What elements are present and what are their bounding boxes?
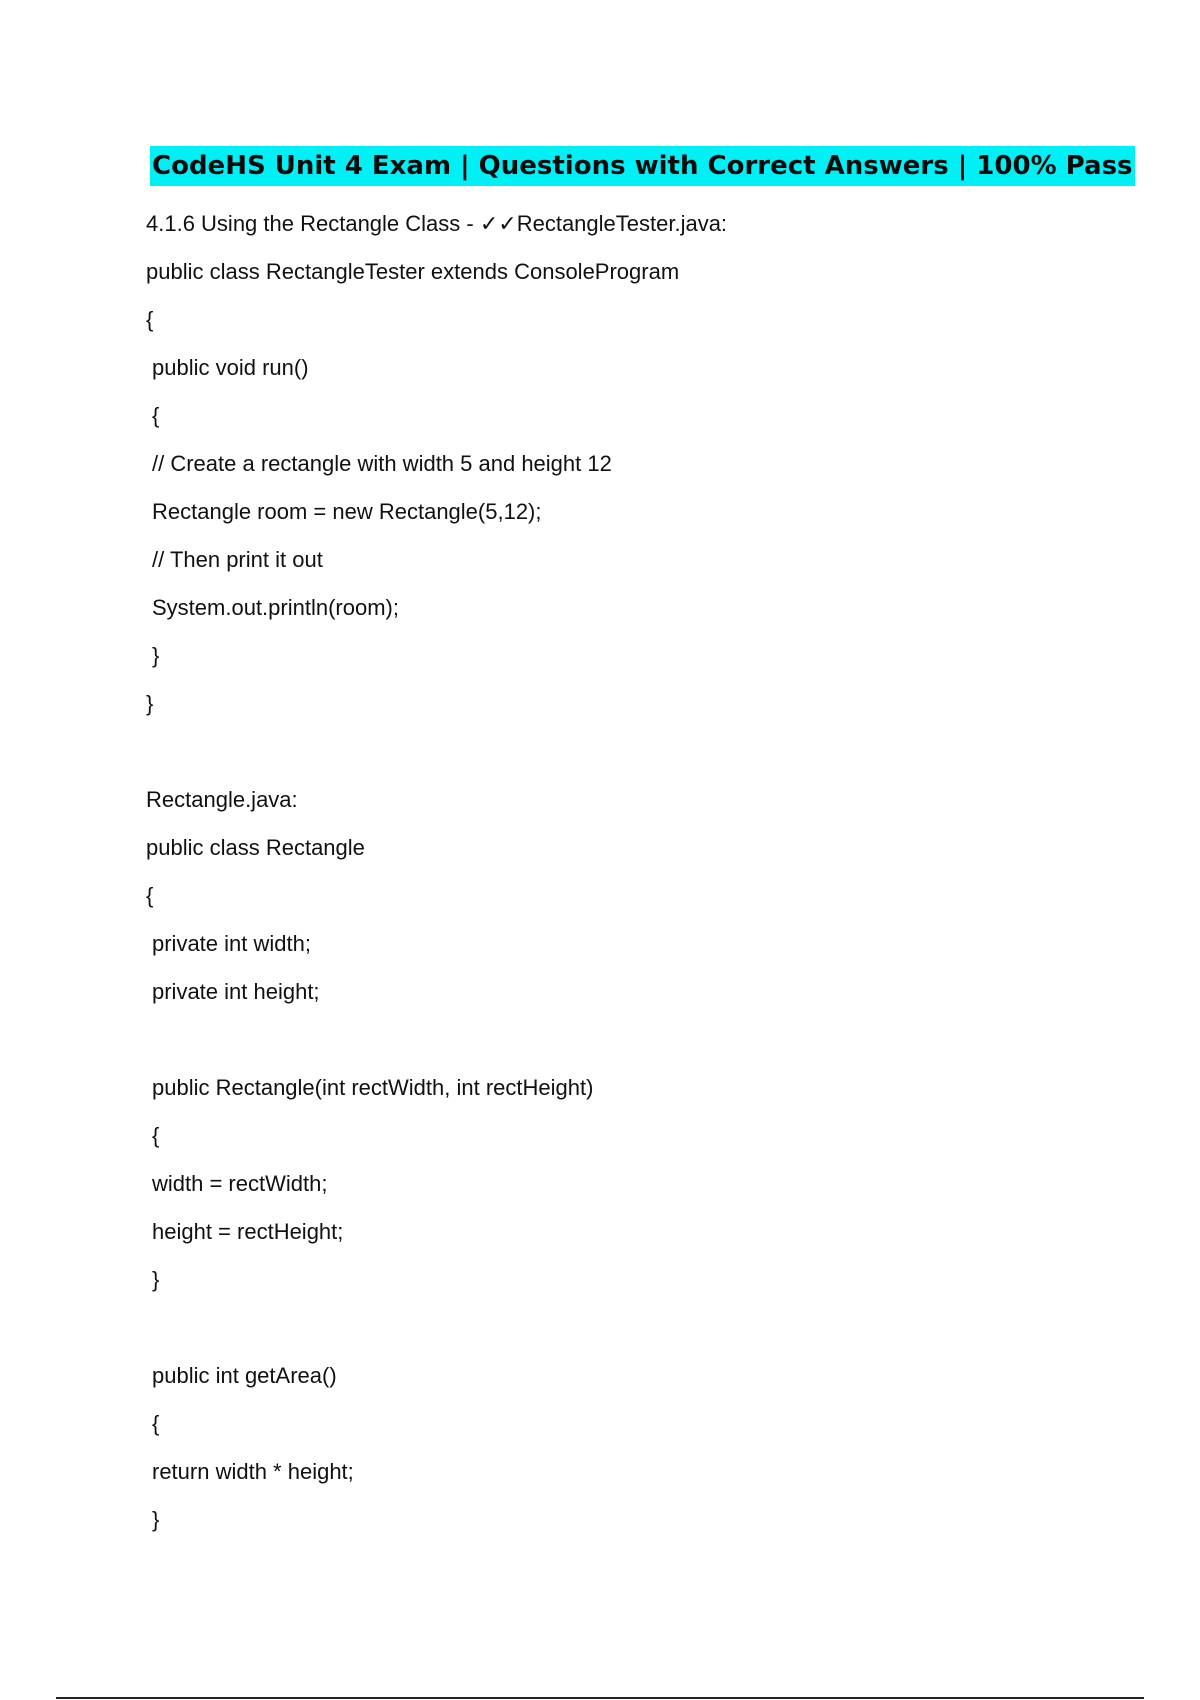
text-line: width = rectWidth; [152, 1171, 328, 1196]
text-line: return width * height; [152, 1459, 354, 1484]
text-line: } [152, 1507, 160, 1532]
text-line: private int width; [152, 931, 311, 956]
document-title: CodeHS Unit 4 Exam | Questions with Correct Answers | 100% Pass [150, 146, 1135, 186]
text-line: { [146, 307, 154, 332]
text-line: { [152, 403, 160, 428]
footer-divider [56, 1697, 1144, 1699]
text-line: height = rectHeight; [152, 1219, 344, 1244]
text-line: public class RectangleTester extends ConsoleProgram [146, 259, 680, 284]
text-line: // Then print it out [152, 547, 323, 572]
text-line: } [152, 1267, 160, 1292]
text-line: public int getArea() [152, 1363, 337, 1388]
text-line: System.out.println(room); [152, 595, 399, 620]
blank-line [146, 1310, 1126, 1358]
blank-line [146, 734, 1126, 782]
text-line: } [146, 691, 154, 716]
title-container [150, 146, 1135, 186]
text-line: private int height; [152, 979, 320, 1004]
text-line: { [152, 1411, 160, 1436]
text-line: // Create a rectangle with width 5 and height 12 [152, 451, 612, 476]
blank-line [146, 1022, 1126, 1070]
text-line: { [146, 883, 154, 908]
text-line: public Rectangle(int rectWidth, int rectHeight) [152, 1075, 594, 1100]
text-line: } [152, 643, 160, 668]
document-body [146, 206, 1126, 1550]
text-line: 4.1.6 Using the Rectangle Class - ✓✓RectangleTester.java: [146, 211, 728, 236]
text-line: Rectangle.java: [146, 787, 298, 812]
text-line: Rectangle room = new Rectangle(5,12); [152, 499, 542, 524]
text-line: { [152, 1123, 160, 1148]
text-line: public void run() [152, 355, 309, 380]
text-line: public class Rectangle [146, 835, 365, 860]
